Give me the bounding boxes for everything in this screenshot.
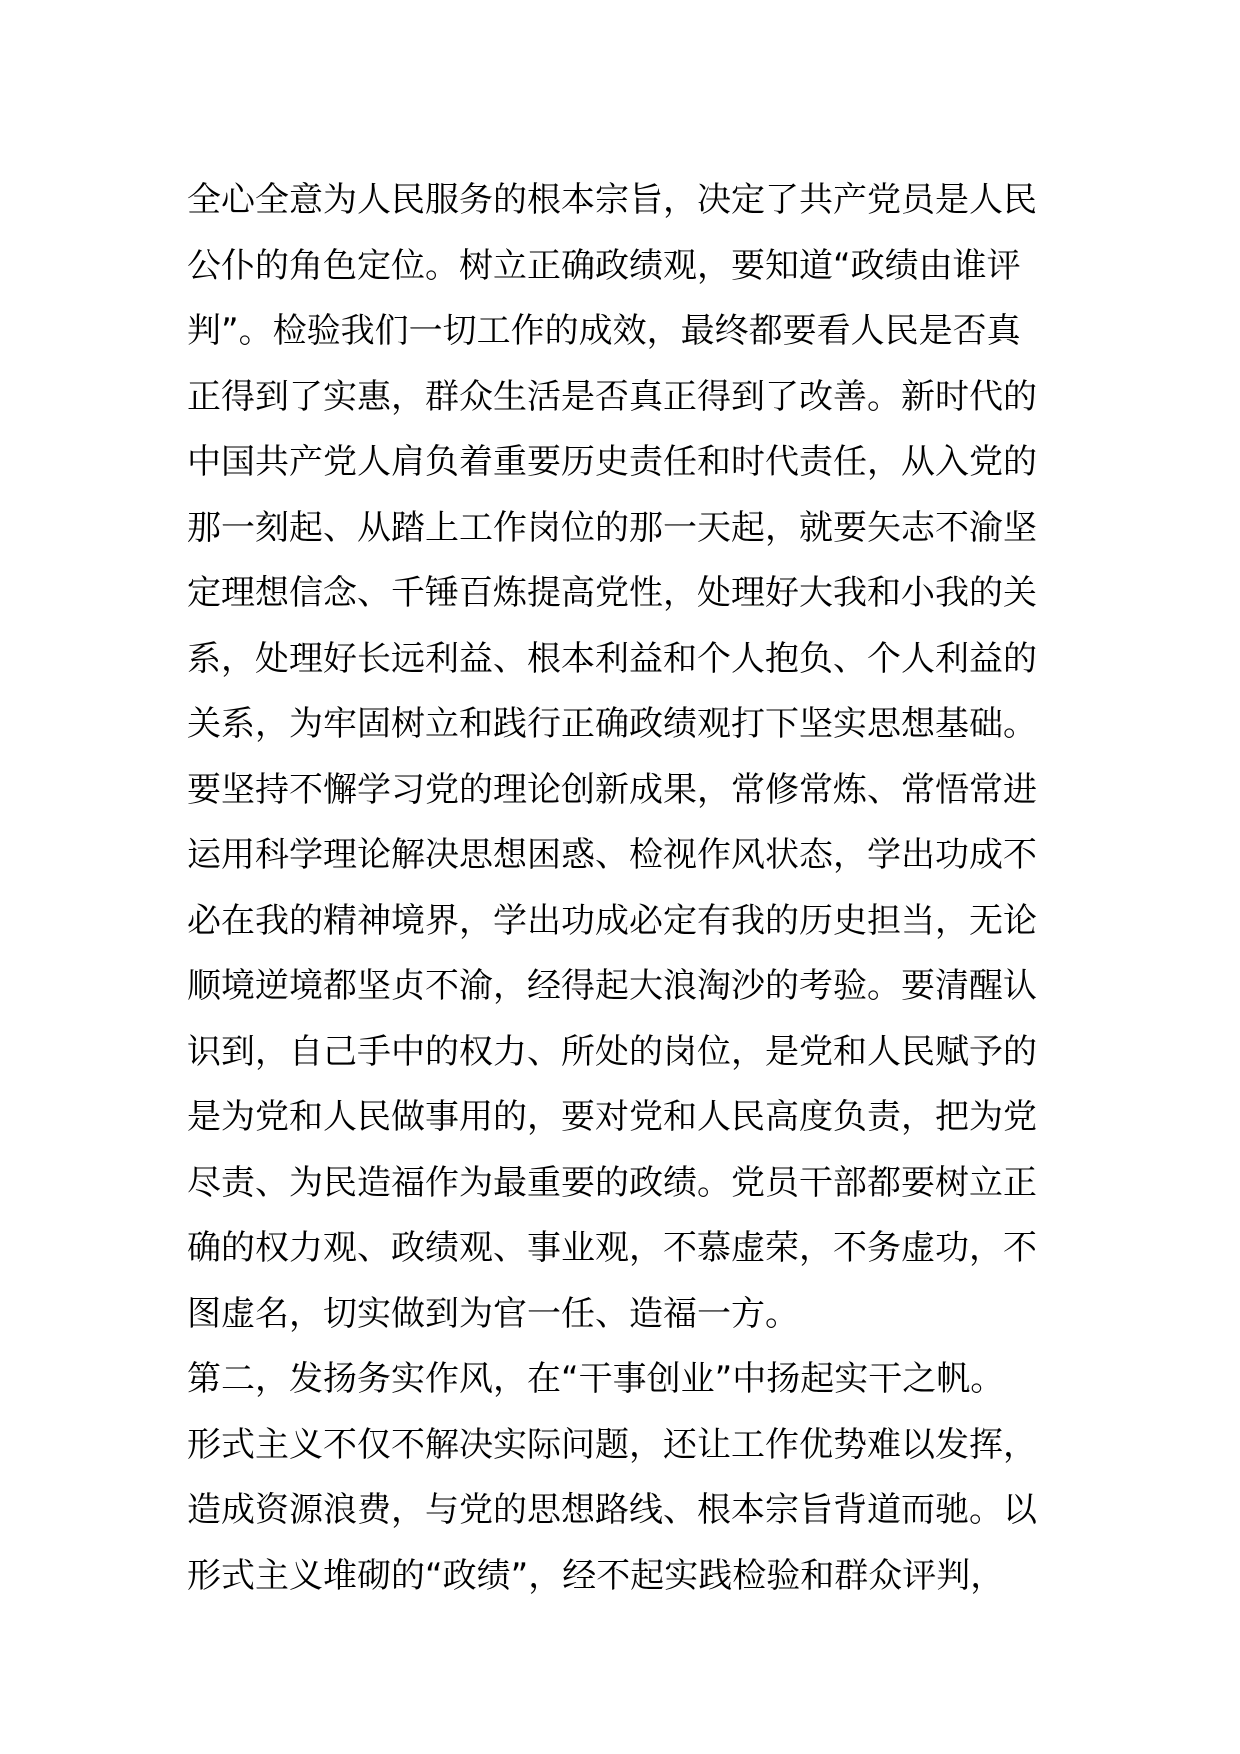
text-line-18: 图虚名，切实做到为官一任、造福一方。 [187,1293,799,1334]
text-line-14: 识到，自己手中的权力、所处的岗位，是党和人民赋予的 [187,1031,1037,1072]
text-line-11: 运用科学理论解决思想困惑、检视作风状态，学出功成不 [187,835,1037,875]
text-line-12: 必在我的精神境界，学出功成必定有我的历史担当，无论 [187,900,1037,941]
text-line-6: 那一刻起、从踏上工作岗位的那一天起，就要矢志不渝坚 [187,507,1037,548]
text-line-15: 是为党和人民做事用的，要对党和人民高度负责，把为党 [187,1097,1037,1137]
body-text [187,168,1067,1609]
text-line-2: 公仆的角色定位。树立正确政绩观，要知道“政绩由谁评 [187,245,1021,286]
text-line-8: 系，处理好长远利益、根本利益和个人抱负、个人利益的 [187,638,1037,679]
text-line-16: 尽责、为民造福作为最重要的政绩。党员干部都要树立正 [187,1162,1037,1203]
text-line-5: 中国共产党人肩负着重要历史责任和时代责任，从入党的 [187,442,1037,482]
text-line-1: 全心全意为人民服务的根本宗旨，决定了共产党员是人民 [187,180,1037,220]
text-line-13: 顺境逆境都坚贞不渝，经得起大浪淘沙的考验。要清醒认 [187,966,1037,1006]
text-line-22: 形式主义堆砌的“政绩”，经不起实践检验和群众评判， [187,1555,1005,1596]
text-line-7: 定理想信念、千锤百炼提高党性，处理好大我和小我的关 [187,573,1037,613]
text-line-20: 形式主义不仅不解决实际问题，还让工作优势难以发挥， [187,1424,1037,1465]
text-line-21: 造成资源浪费，与党的思想路线、根本宗旨背道而驰。以 [187,1490,1037,1530]
text-line-17: 确的权力观、政绩观、事业观，不慕虚荣，不务虚功，不 [187,1228,1037,1268]
text-line-4: 正得到了实惠，群众生活是否真正得到了改善。新时代的 [187,376,1037,417]
text-line-10: 要坚持不懈学习党的理论创新成果，常修常炼、常悟常进 [187,769,1037,810]
text-line-9: 关系，为牢固树立和践行正确政绩观打下坚实思想基础。 [187,704,1037,744]
text-line-3: 判”。检验我们一切工作的成效，最终都要看人民是否真 [187,311,1021,351]
text-line-19: 第二，发扬务实作风，在“干事创业”中扬起实干之帆。 [187,1359,1005,1399]
